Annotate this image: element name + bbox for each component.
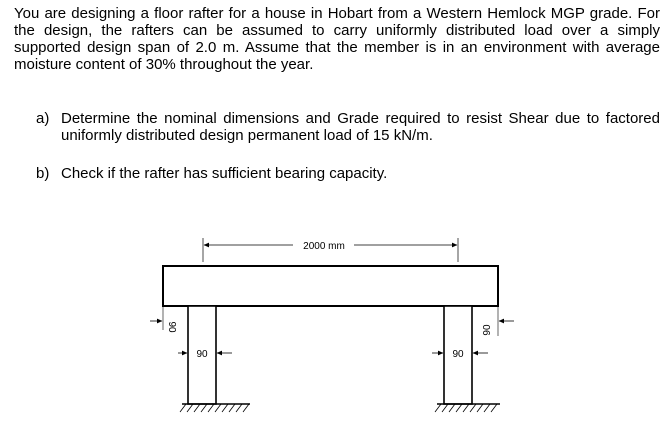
left-ground	[180, 404, 250, 412]
right-overhang-label: 90	[482, 324, 493, 336]
left-overhang-label: 90	[166, 321, 177, 333]
question-a-text: Determine the nominal dimensions and Grade required to resist Shear due to factored uniformly distributed design permanent load of 15 kN/m.	[61, 110, 660, 144]
rafter-beam	[163, 266, 498, 306]
question-b-text: Check if the rafter has sufficient bearing capacity.	[61, 165, 388, 182]
right-ground	[435, 404, 500, 412]
span-label: 2000 mm	[303, 241, 345, 252]
problem-statement: You are designing a floor rafter for a house in Hobart from a Western Hemlock MGP grade. For the design, the rafters can be assumed to carry uniformly distributed load over a simply supported design span of 2.0 m. Assume that the member is in an environment with average moisture content of 30% throughout the year.	[14, 5, 660, 73]
left-support-label: 90	[196, 349, 208, 360]
left-overhang-dimension	[150, 306, 177, 333]
question-b-letter: b)	[36, 165, 50, 182]
question-a-letter: a)	[36, 110, 50, 127]
right-support-label: 90	[452, 349, 464, 360]
right-support-dimension	[432, 349, 488, 360]
right-overhang-dimension	[482, 306, 514, 336]
left-support-dimension	[178, 349, 232, 360]
span-dimension	[203, 238, 458, 262]
